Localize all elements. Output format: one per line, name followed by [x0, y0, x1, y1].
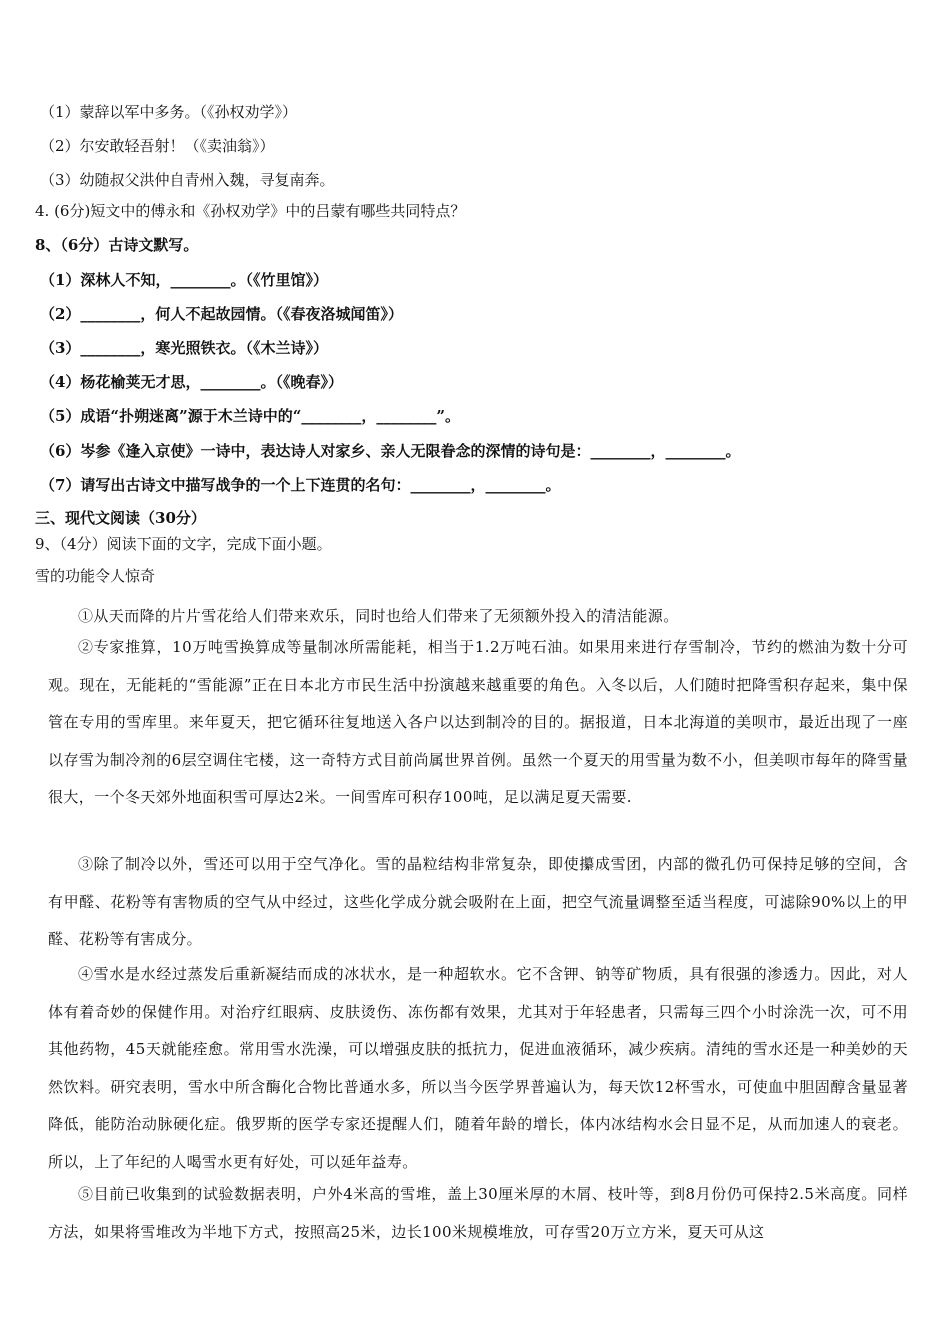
question-8-item-1: （1）深林人不知，________。（《竹里馆》）: [40, 271, 328, 289]
article-title: 雪的功能令人惊奇: [35, 567, 156, 585]
paragraph-2: ②专家推算，10万吨雪换算成等量制冰所需能耗，相当于1.2万吨石油。如果用来进行存雪制冷，节约的燃油为数十分可观。现在，无能耗的“雪能源”正在日本北方市民生活中扮演越来越重要的角色。入冬以后，人们随时把降雪积存起来，集中保管在专用的雪库里。来年夏天，把它循环往复地送入各户以达到制冷的目的。据报道，日本北海道的美呗市，最近出现了一座以存雪为制冷剂的6层空调住宅楼，这一奇特方式目前尚属世界首例。虽然一个夏天的用雪量为数不小，但美呗市每年的降雪量很大，一个冬天郊外地面积雪可厚达2米。一间雪库可积存100吨，足以满足夏天需要.: [48, 638, 908, 806]
question-9: 9、（4分）阅读下面的文字，完成下面小题。: [35, 535, 332, 553]
question-8-item-3: （3）________，寒光照铁衣。（《木兰诗》）: [40, 339, 328, 357]
line-3: （3）幼随叔父洪仲自青州入魏，寻复南奔。: [40, 171, 335, 189]
question-8-item-5: （5）成语“扑朔迷离”源于木兰诗中的“________，________”。: [40, 407, 460, 425]
question-8-heading: 8、（6分）古诗文默写。: [35, 236, 199, 254]
section-heading: 三、现代文阅读（30分）: [35, 509, 206, 527]
line-1: （1）蒙辞以军中多务。（《孙权劝学》）: [40, 103, 298, 121]
question-4: 4. (6分)短文中的傅永和《孙权劝学》中的吕蒙有哪些共同特点？: [35, 202, 466, 220]
question-8-item-2: （2）________，何人不起故园情。（《春夜洛城闻笛》）: [40, 305, 403, 323]
line-2: （2）尔安敢轻吾射！（《卖油翁》）: [40, 137, 275, 155]
question-8-item-4: （4）杨花榆荚无才思，________。（《晚春》）: [40, 373, 343, 391]
paragraph-4: ④雪水是水经过蒸发后重新凝结而成的冰状水，是一种超软水。它不含钾、钠等矿物质，具有很强的渗透力。因此，对人体有着奇妙的保健作用。对治疗红眼病、皮肤烫伤、冻伤都有效果，尤其对于年轻患者，只需每三四个小时涂洗一次，可不用其他药物，45天就能痊愈。常用雪水洗澡，可以增强皮肤的抵抗力，促进血液循环，减少疾病。清纯的雪水还是一种美妙的天然饮料。研究表明，雪水中所含酶化合物比普通水多，所以当今医学界普遍认为，每天饮12杯雪水，可使血中胆固醇含量显著降低，能防治动脉硬化症。俄罗斯的医学专家还提醒人们，随着年龄的增长，体内冰结构水会日显不足，从而加速人的衰老。所以，上了年纪的人喝雪水更有好处，可以延年益寿。: [48, 965, 908, 1171]
question-8-item-7: （7）请写出古诗文中描写战争的一个上下连贯的名句：________，________。: [40, 476, 561, 494]
paragraph-3: ③除了制冷以外，雪还可以用于空气净化。雪的晶粒结构非常复杂，即使攥成雪团，内部的微孔仍可保持足够的空间，含有甲醛、花粉等有害物质的空气从中经过，这些化学成分就会吸附在上面，把空气流量调整至适当程度，可滤除90%以上的甲醛、花粉等有害成分。: [48, 855, 908, 948]
question-8-item-6: （6）岑参《逢入京使》一诗中，表达诗人对家乡、亲人无限眷念的深情的诗句是：________，________。: [40, 442, 741, 460]
paragraph-5: ⑤目前已收集到的试验数据表明，户外4米高的雪堆，盖上30厘米厚的木屑、枝叶等，到8月份仍可保持2.5米高度。同样方法，如果将雪堆改为半地下方式，按照高25米，边长100米规模堆放，可存雪20万立方米，夏天可从这: [48, 1185, 908, 1241]
paragraph-1: ①从天而降的片片雪花给人们带来欢乐，同时也给人们带来了无须额外投入的清洁能源。: [78, 607, 679, 625]
